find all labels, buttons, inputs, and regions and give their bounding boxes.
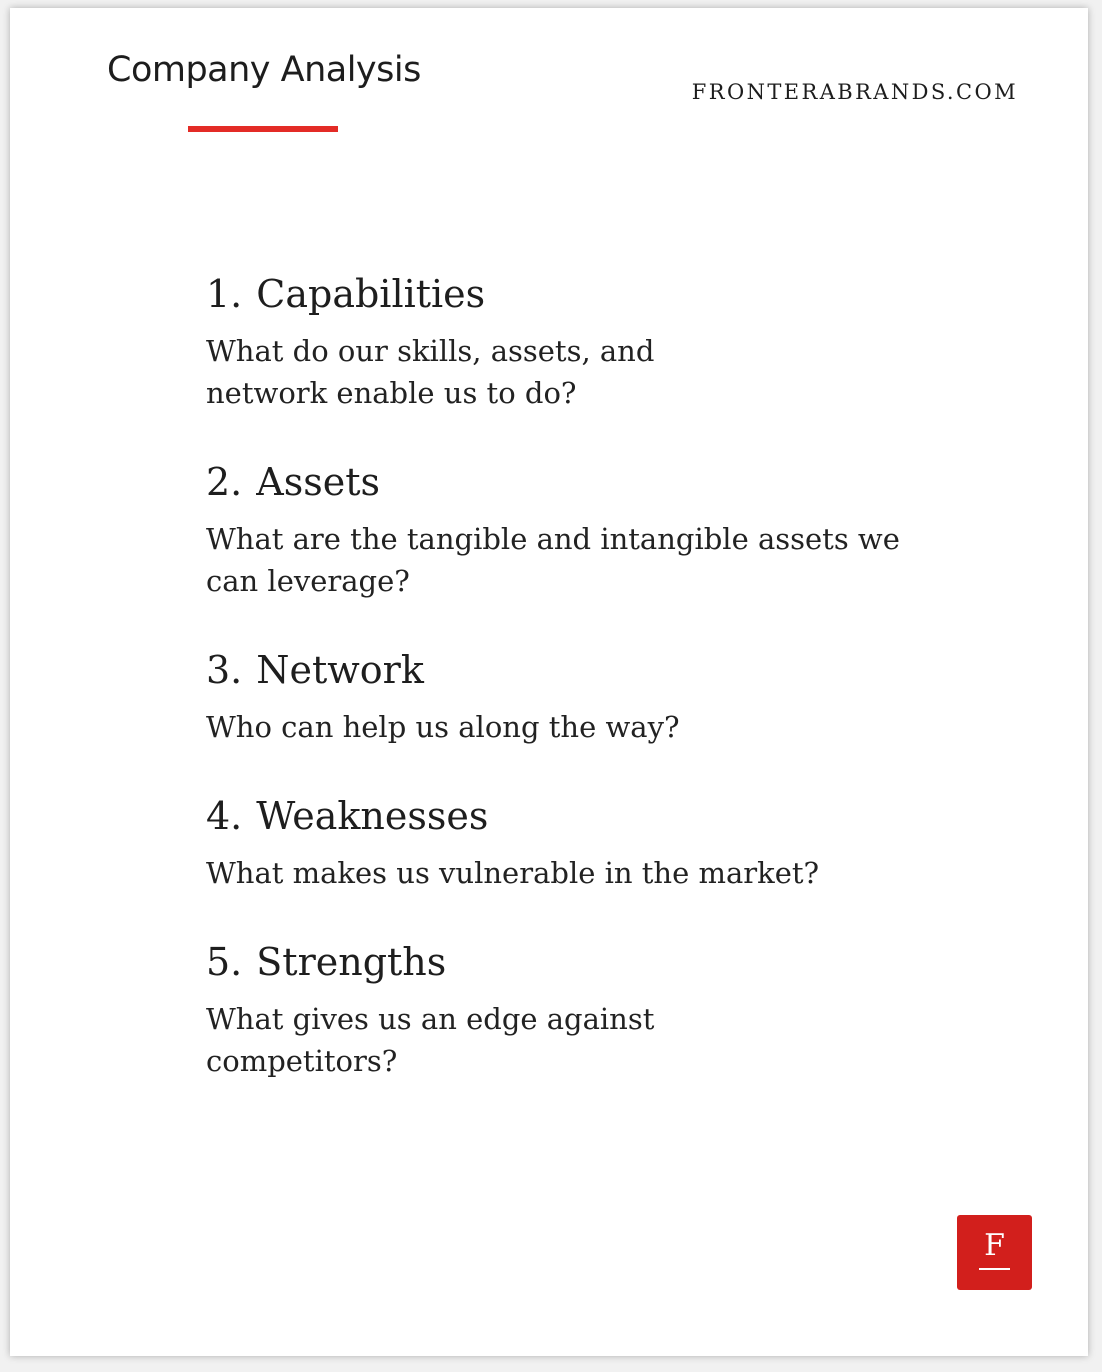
section-weaknesses xyxy=(206,788,926,894)
section-description: What makes us vulnerable in the market? xyxy=(206,856,820,890)
section-network xyxy=(206,642,926,748)
section-description: Who can help us along the way? xyxy=(206,710,680,744)
section-number: 5. xyxy=(206,940,243,984)
section-description: What are the tangible and intangible assets we can leverage? xyxy=(206,522,900,598)
section-title: Capabilities xyxy=(256,272,486,316)
section-heading xyxy=(206,642,926,698)
section-heading xyxy=(206,454,926,510)
title-accent-underline xyxy=(188,126,338,132)
brand-logo-icon xyxy=(957,1215,1032,1290)
section-assets xyxy=(206,454,926,602)
analysis-list xyxy=(206,266,926,1122)
section-number: 2. xyxy=(206,460,243,504)
section-number: 1. xyxy=(206,272,243,316)
section-strengths xyxy=(206,934,926,1082)
section-title: Weaknesses xyxy=(256,794,489,838)
section-description: What do our skills, assets, and network enable us to do? xyxy=(206,334,655,410)
logo-letter: F xyxy=(984,1228,1005,1263)
section-title: Strengths xyxy=(256,940,447,984)
section-heading xyxy=(206,788,926,844)
section-heading xyxy=(206,266,926,322)
logo-underline xyxy=(979,1268,1010,1270)
section-title: Assets xyxy=(256,460,380,504)
document-page xyxy=(10,8,1088,1356)
section-description: What gives us an edge against competitors? xyxy=(206,1002,655,1078)
page-title: Company Analysis xyxy=(107,50,421,90)
site-name: FRONTERABRANDS.COM xyxy=(691,80,1018,104)
section-number: 4. xyxy=(206,794,243,838)
section-title: Network xyxy=(256,648,424,692)
section-number: 3. xyxy=(206,648,243,692)
section-capabilities xyxy=(206,266,926,414)
section-heading xyxy=(206,934,926,990)
